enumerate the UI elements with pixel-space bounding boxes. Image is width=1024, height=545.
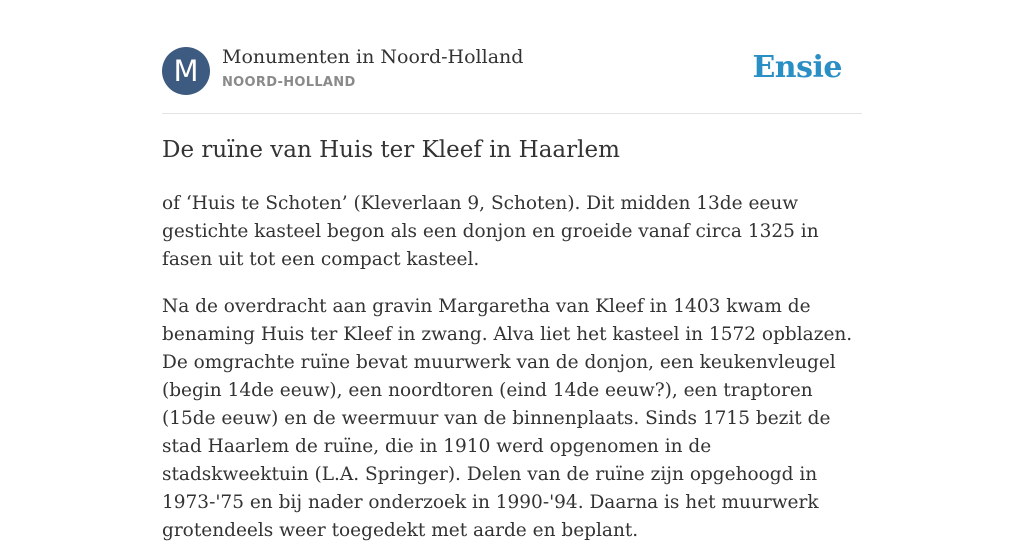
article-paragraph: of ‘Huis te Schoten’ (Kleverlaan 9, Schoten). Dit midden 13de eeuw gestichte kasteel begon als een donjon en groeide vanaf circa 1325 in fasen uit tot een compact kasteel. — [162, 193, 819, 270]
brand-logo[interactable]: Ensie — [752, 50, 842, 85]
collection-subtitle: NOORD-HOLLAND — [222, 75, 356, 90]
article-paragraph: Na de overdracht aan gravin Margaretha van Kleef in 1403 kwam de benaming Huis ter Kleef in zwang. Alva liet het kasteel in 1572 opblazen. De omgrachte ruïne bevat muurwerk van de donjon, een keukenvleugel (begin 14de eeuw), een noordtoren (eind 14de eeuw?), een traptoren (15de eeuw) en de weermuur van de binnenplaats. Sinds 1715 bezit de stad Haarlem de ruïne, die in 1910 werd opgenomen in de stadskweektuin (L.A. Springer). Delen van de ruïne zijn opgehoogd in 1973-'75 en bij nader onderzoek in 1990-'94. Daarna is het muurwerk grotendeels weer toegedekt met aarde en beplant. — [162, 296, 853, 541]
collection-title[interactable]: Monumenten in Noord-Holland — [222, 46, 524, 68]
collection-header — [162, 46, 862, 96]
article-title: De ruïne van Huis ter Kleef in Haarlem — [162, 137, 620, 163]
avatar[interactable]: M — [162, 47, 210, 95]
divider — [162, 113, 862, 114]
